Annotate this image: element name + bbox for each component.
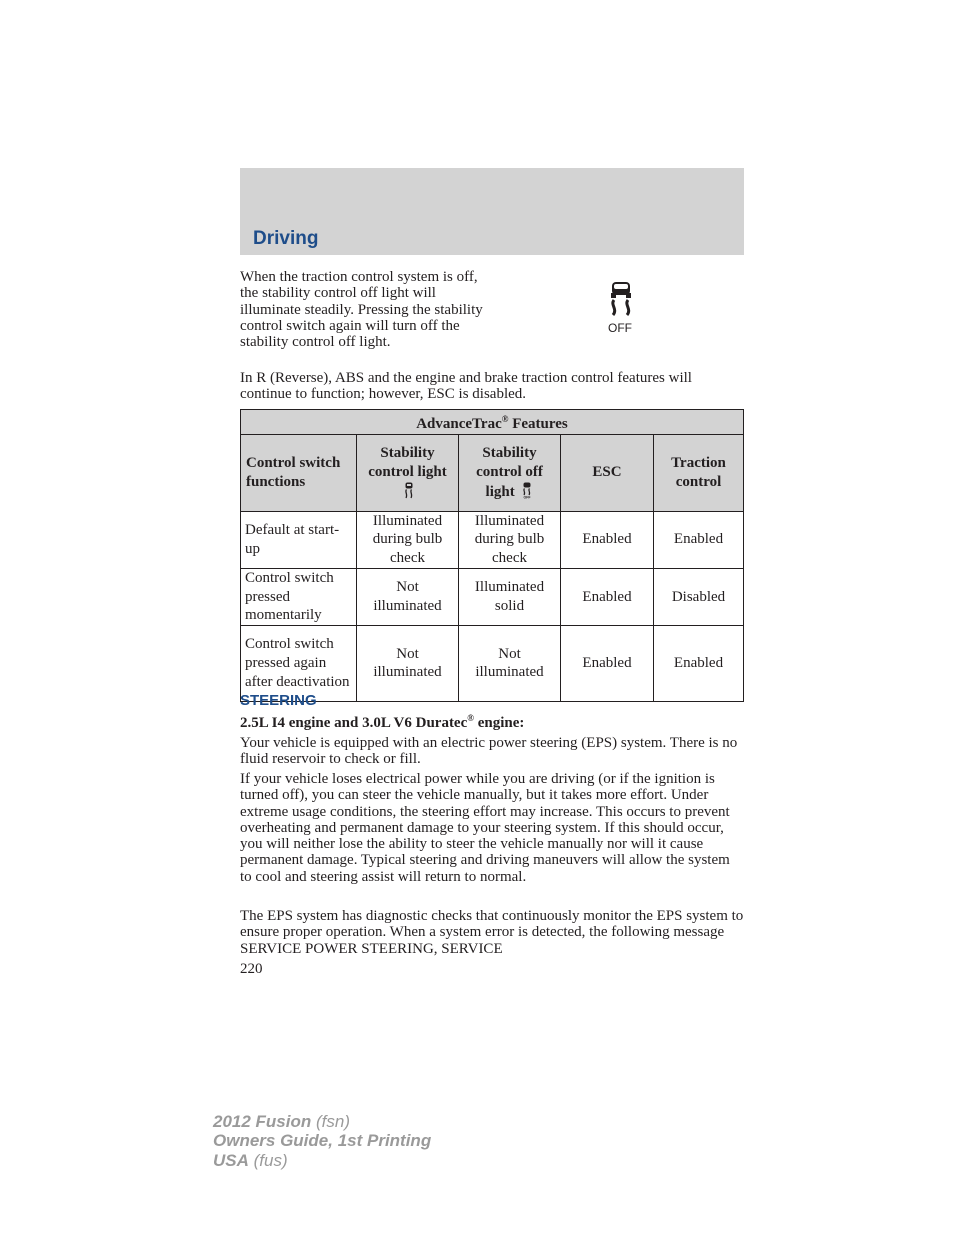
steering-subheading: 2.5L I4 engine and 3.0L V6 Duratec® engine: [240, 713, 525, 731]
table-row [241, 568, 744, 625]
column-header-stability-light: Stability control light [357, 434, 459, 511]
row-esc: Enabled [561, 568, 654, 625]
row-function: Control switch pressed momentarily [241, 568, 357, 625]
column-header-functions: Control switch functions [241, 434, 357, 511]
reverse-note: In R (Reverse), ABS and the engine and brake traction control features will continue to function; however, ESC is disabled. [240, 370, 692, 403]
advancetrac-features-table [240, 409, 744, 702]
row-stability-off-light: Illuminated during bulb check [459, 511, 561, 568]
power-loss-paragraph: If your vehicle loses electrical power while you are driving (or if the ignition is turned off), you can steer the vehicle manually, but it takes more effort. Under extreme usage conditions, the steering effort may increase. This occurs to prevent overheating and permanent damage to your steering system. If this should occur, you will neither lose the ability to steer the vehicle manually nor will it cause permanent damage. Typical steering and driving maneuvers will allow the system to cool and steering assist will return to normal. [240, 771, 730, 885]
document-footer: 2012 Fusion (fsn) Owners Guide, 1st Printing USA (fus) [213, 1112, 432, 1170]
column-header-stability-off-light: Stability control off light OFF [459, 434, 561, 511]
stability-light-icon [404, 482, 414, 499]
eps-paragraph: Your vehicle is equipped with an electric power steering (EPS) system. There is no fluid reservoir to check or fill. [240, 735, 738, 768]
traction-off-paragraph: When the traction control system is off, the stability control off light will illuminate steadily. Pressing the stability control switch again will turn off the stability control off light. [240, 269, 483, 351]
diagnostics-paragraph: The EPS system has diagnostic checks that continuously monitor the EPS system to ensure proper operation. When a system error is detected, the following message SERVICE POWER STEERING, SERVICE [240, 908, 744, 957]
row-function: Control switch pressed again after deactivation [241, 625, 357, 701]
steering-heading: STEERING [240, 692, 317, 709]
section-title: Driving [253, 228, 319, 249]
icon-off-label: OFF [608, 321, 632, 335]
row-esc: Enabled [561, 625, 654, 701]
row-stability-off-light: Illuminated solid [459, 568, 561, 625]
stability-off-light-icon [521, 482, 533, 499]
table-row [241, 625, 744, 701]
row-stability-light: Illuminated during bulb check [357, 511, 459, 568]
table-title: AdvanceTrac® Features [241, 410, 744, 435]
svg-text:OFF: OFF [523, 495, 531, 499]
table-row [241, 511, 744, 568]
row-esc: Enabled [561, 511, 654, 568]
column-header-traction-control: Traction control [654, 434, 744, 511]
page-number: 220 [240, 961, 263, 977]
row-stability-light: Not illuminated [357, 625, 459, 701]
row-stability-off-light: Not illuminated [459, 625, 561, 701]
row-traction: Enabled [654, 511, 744, 568]
row-function: Default at start-up [241, 511, 357, 568]
row-stability-light: Not illuminated [357, 568, 459, 625]
row-traction: Disabled [654, 568, 744, 625]
column-header-esc: ESC [561, 434, 654, 511]
row-traction: Enabled [654, 625, 744, 701]
